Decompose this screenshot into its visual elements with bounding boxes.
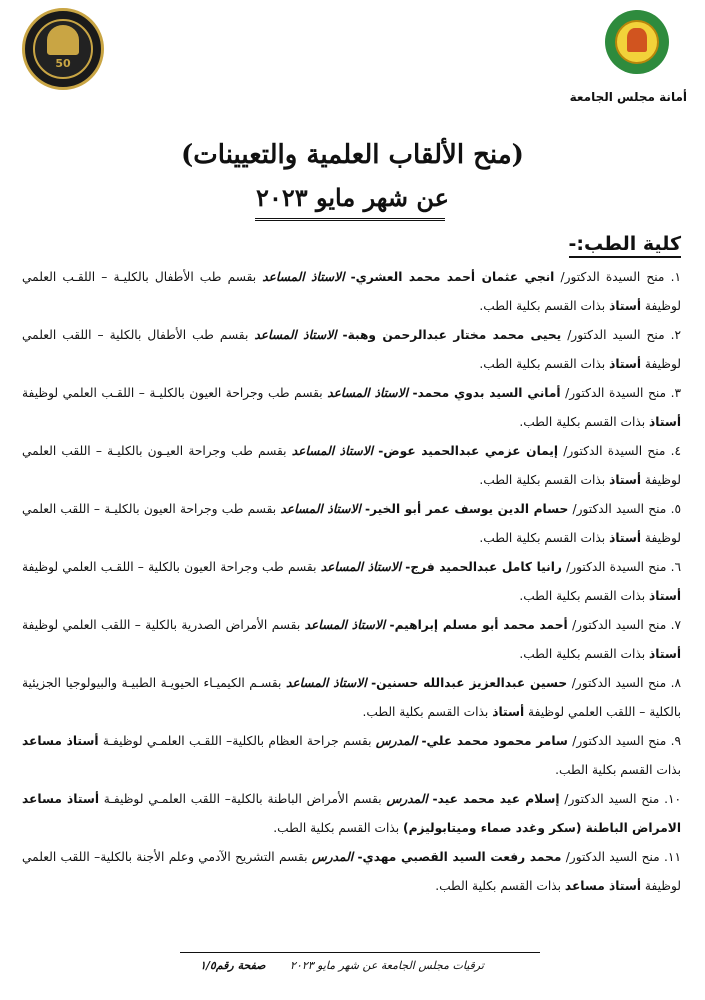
entry-name: أحمد محمد أبو مسلم إبراهيم- — [389, 618, 568, 632]
entry-rank: الاستاذ المساعد — [327, 386, 408, 400]
entry-tail: بذات القسم بكلية الطب. — [479, 531, 606, 545]
list-item — [22, 785, 681, 843]
entry-number: ٥. — [670, 502, 681, 516]
list-item — [22, 611, 681, 669]
entry-number: ١١. — [664, 850, 681, 864]
entry-tail: بذات القسم بكلية الطب. — [273, 821, 400, 835]
entry-name: رانيا كامل عبدالحميد فرج- — [405, 560, 562, 574]
entry-tail: بذات القسم بكلية الطب. — [479, 299, 606, 313]
entry-tail: بذات القسم بكلية الطب. — [519, 415, 646, 429]
entry-number: ٤. — [670, 444, 681, 458]
entry-title: أستاذ مساعد الامراض الباطنة (سكر وغدد صماء وميتابوليزم) — [22, 792, 681, 835]
council-label: أمانة مجلس الجامعة — [569, 90, 687, 104]
entry-rank: المدرس — [386, 792, 428, 806]
entry-number: ٣. — [670, 386, 681, 400]
entry-name: حسين عبدالعزيز عبدالله حسنين- — [371, 676, 568, 690]
entry-rank: الاستاذ المساعد — [320, 560, 402, 574]
entry-rank: المدرس — [311, 850, 354, 864]
list-item — [22, 437, 681, 495]
logo-core — [627, 28, 647, 52]
entry-title: أستاذ — [649, 415, 681, 429]
entry-intro: منح السيدة الدكتور/ — [566, 560, 667, 574]
entry-tail: بذات القسم بكلية الطب. — [555, 763, 681, 777]
entry-name: انجي عثمان أحمد محمد العشري- — [350, 270, 555, 284]
entry-department: بقسم طب وجراحة العيون بالكلية – اللقـب العلمي لوظيفة — [22, 560, 317, 574]
entry-title: أستاذ مساعد — [564, 879, 642, 893]
logo-emblem — [47, 25, 79, 55]
entry-tail: بذات القسم بكلية الطب. — [519, 589, 646, 603]
entry-intro: منح السيد الدكتور/ — [572, 734, 667, 748]
mansoura-university-logo — [605, 10, 669, 76]
footer-text: ترقيات مجلس الجامعة عن شهر مايو ٢٠٢٣ — [290, 959, 484, 972]
list-item — [22, 843, 681, 901]
entry-intro: منح السيدة الدكتور/ — [565, 386, 667, 400]
entry-title: أستاذ — [492, 705, 525, 719]
page-title: (منح الألقاب العلمية والتعيينات) — [181, 140, 524, 170]
entry-department: بقسم طب وجراحة العيون بالكليـة – اللقب العلمي لوظيفة — [22, 502, 681, 545]
entry-number: ٩. — [670, 734, 681, 748]
entry-title: أستاذ مساعد — [22, 734, 99, 748]
entry-name: حسام الدين يوسف عمر أبو الخير- — [364, 502, 569, 516]
entry-name: سامر محمود محمد علي- — [421, 734, 568, 748]
section-heading: كلية الطب:- — [569, 233, 681, 258]
entry-number: ١. — [670, 270, 681, 284]
list-item — [22, 379, 681, 437]
entry-name: يحيى محمد مختار عبدالرحمن وهبة- — [342, 328, 562, 342]
entry-department: بقسم التشريح الآدمي وعلم الأجنة بالكلية– اللقب العلمي لوظيفة — [22, 850, 681, 893]
entry-intro: منح السيدة الدكتور/ — [563, 444, 666, 458]
entry-department: بقسـم الكيميـاء الحيويـة الطبيـة والبيولوجيا الجزيئية بالكلية – اللقب العلمي لوظيفة — [22, 676, 681, 719]
entry-tail: بذات القسم بكلية الطب. — [362, 705, 489, 719]
entry-rank: الاستاذ المساعد — [285, 676, 367, 690]
entry-tail: بذات القسم بكلية الطب. — [435, 879, 562, 893]
subtitle-underline — [255, 218, 445, 221]
entry-name: إسلام عيد محمد عيد- — [432, 792, 560, 806]
entry-number: ١٠. — [664, 792, 681, 806]
entry-department: بقسم طب وجراحة العيـون بالكليـة – اللقب العلمي لوظيفة — [22, 444, 681, 487]
entry-tail: بذات القسم بكلية الطب. — [479, 357, 606, 371]
university-anniversary-logo — [22, 8, 104, 90]
entry-title: أستاذ — [609, 299, 642, 313]
entry-name: محمد رفعت السيد القصبي مهدي- — [357, 850, 562, 864]
page-number: صفحة رقم١/٥ — [200, 959, 266, 972]
entry-name: أماني السيد بدوي محمد- — [412, 386, 561, 400]
entry-number: ٦. — [670, 560, 681, 574]
entry-rank: الاستاذ المساعد — [304, 618, 386, 632]
entry-rank: الاستاذ المساعد — [254, 328, 337, 342]
entry-department: بقسم الأمراض الباطنة بالكلية– اللقب العلمـي لوظيفـة — [103, 792, 382, 806]
entry-department: بقسم طب الأطفال بالكلية – اللقب العلمي لوظيفة — [22, 328, 681, 371]
entries-list — [22, 263, 681, 901]
entry-rank: الاستاذ المساعد — [262, 270, 345, 284]
entry-intro: منح السيدة الدكتور/ — [560, 270, 665, 284]
footer-divider — [180, 952, 540, 953]
page-subtitle: عن شهر مايو ٢٠٢٣ — [256, 183, 449, 212]
entry-title: أستاذ — [649, 589, 681, 603]
entry-intro: منح السيد الدكتور/ — [571, 676, 667, 690]
list-item — [22, 553, 681, 611]
entry-department: بقسم طب الأطفال بالكليـة – اللقـب العلمي لوظيفة — [22, 270, 681, 313]
list-item — [22, 263, 681, 321]
entry-name: إيمان عزمي عبدالحميد عوض- — [378, 444, 559, 458]
entry-tail: بذات القسم بكلية الطب. — [519, 647, 646, 661]
entry-title: أستاذ — [609, 473, 642, 487]
entry-rank: الاستاذ المساعد — [291, 444, 374, 458]
entry-rank: المدرس — [375, 734, 418, 748]
entry-department: بقسم جراحة العظام بالكلية– اللقـب العلمـي لوظيفـة — [102, 734, 372, 748]
entry-rank: الاستاذ المساعد — [280, 502, 361, 516]
entry-department: بقسم طب وجراحة العيون بالكليـة – اللقـب العلمي لوظيفة — [22, 386, 323, 400]
list-item — [22, 321, 681, 379]
entry-title: أستاذ — [609, 531, 642, 545]
entry-number: ٨. — [670, 676, 681, 690]
list-item — [22, 727, 681, 785]
entry-tail: بذات القسم بكلية الطب. — [479, 473, 606, 487]
entry-title: أستاذ — [609, 357, 642, 371]
entry-intro: منح السيد الدكتور/ — [564, 792, 660, 806]
list-item — [22, 495, 681, 553]
entry-intro: منح السيد الدكتور/ — [572, 618, 667, 632]
entry-department: بقسم الأمراض الصدرية بالكلية – اللقب العلمي لوظيفة — [22, 618, 301, 632]
list-item — [22, 669, 681, 727]
entry-intro: منح السيد الدكتور/ — [565, 850, 660, 864]
entry-intro: منح السيد الدكتور/ — [567, 328, 665, 342]
entry-number: ٧. — [670, 618, 681, 632]
logo-number: 50 — [55, 57, 71, 70]
entry-number: ٢. — [670, 328, 681, 342]
entry-title: أستاذ — [649, 647, 681, 661]
entry-intro: منح السيد الدكتور/ — [572, 502, 667, 516]
